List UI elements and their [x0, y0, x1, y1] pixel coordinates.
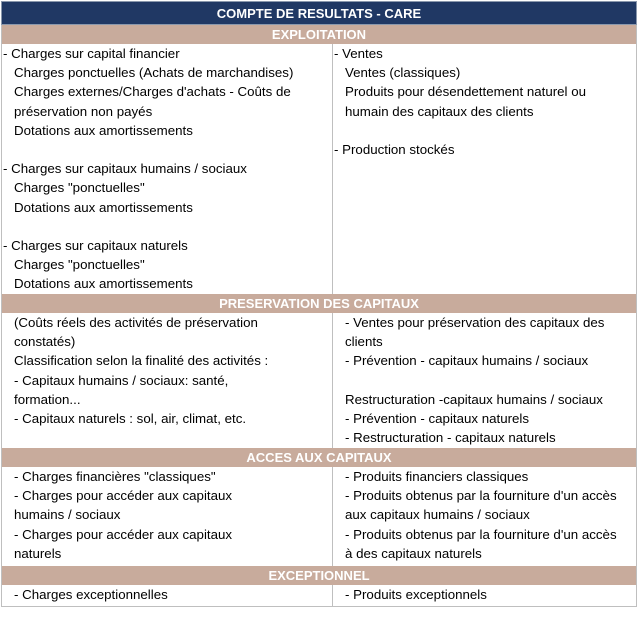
- text-line: Charges ponctuelles (Achats de marchandises): [14, 65, 294, 81]
- text-line: humain des capitaux des clients: [345, 103, 534, 119]
- blank-line: [333, 371, 636, 390]
- text-line: humains / sociaux: [14, 507, 121, 523]
- produits-column: [333, 44, 636, 294]
- table-title: COMPTE DE RESULTATS - CARE: [1, 1, 637, 25]
- text-line: - Ventes pour préservation des capitaux des: [345, 315, 605, 330]
- blank-line: [333, 121, 636, 140]
- section-body-exceptionnel: [1, 585, 637, 607]
- text-line: - Capitaux naturels : sol, air, climat, etc.: [14, 410, 247, 426]
- text-line: Produits pour désendettement naturel ou: [345, 84, 586, 100]
- text-line: à des capitaux naturels: [345, 545, 482, 561]
- section-header-acces: ACCES AUX CAPITAUX: [1, 448, 637, 467]
- charges-column: [2, 44, 333, 294]
- text-line: Dotations aux amortissements: [14, 276, 193, 292]
- text-line: - Prévention - capitaux humains / sociaux: [345, 353, 589, 369]
- text-line: - Capitaux humains / sociaux: santé,: [14, 372, 229, 388]
- text-line: Classification selon la finalité des activités :: [14, 353, 269, 369]
- produits-column: [333, 585, 636, 606]
- text-line: - Charges sur capitaux humains / sociaux: [3, 161, 247, 177]
- text-line: - Ventes: [334, 46, 383, 61]
- text-line: formation...: [14, 391, 81, 407]
- text-line: - Production stockés: [334, 141, 455, 157]
- text-line: aux capitaux humains / sociaux: [345, 507, 530, 523]
- text-line: (Coûts réels des activités de préservation: [14, 315, 258, 330]
- text-line: Ventes (classiques): [345, 65, 461, 81]
- text-line: Charges externes/Charges d'achats - Coûts de: [14, 84, 291, 100]
- text-line: - Prévention - capitaux naturels: [345, 410, 530, 426]
- charges-column: [2, 585, 333, 606]
- charges-column: [2, 313, 333, 448]
- section-body-preservation: [1, 313, 637, 448]
- text-line: Dotations aux amortissements: [14, 199, 193, 215]
- section-body-exploitation: [1, 44, 637, 294]
- text-line: Dotations aux amortissements: [14, 122, 193, 138]
- blank-line: [2, 217, 332, 236]
- blank-line: [2, 140, 332, 159]
- text-line: - Produits obtenus par la fourniture d'un accès: [345, 488, 617, 504]
- text-line: clients: [345, 334, 383, 350]
- text-line: - Charges sur capital financier: [3, 46, 180, 61]
- produits-column: [333, 313, 636, 448]
- text-line: - Produits obtenus par la fourniture d'un accès: [345, 526, 617, 542]
- text-line: Charges "ponctuelles": [14, 257, 145, 273]
- text-line: préservation non payés: [14, 103, 153, 119]
- text-line: - Produits exceptionnels: [345, 587, 487, 602]
- text-line: - Restructuration - capitaux naturels: [345, 430, 556, 446]
- text-line: naturels: [14, 545, 62, 561]
- results-table: [1, 1, 637, 607]
- section-header-exploitation: EXPLOITATION: [1, 25, 637, 44]
- charges-column: [2, 467, 333, 566]
- text-line: - Produits financiers classiques: [345, 469, 529, 484]
- text-line: constatés): [14, 334, 76, 350]
- produits-column: [333, 467, 636, 566]
- section-header-exceptionnel: EXCEPTIONNEL: [1, 566, 637, 585]
- section-body-acces: [1, 467, 637, 566]
- text-line: Charges "ponctuelles": [14, 180, 145, 196]
- text-line: Restructuration -capitaux humains / sociaux: [345, 391, 603, 407]
- text-line: - Charges pour accéder aux capitaux: [14, 526, 233, 542]
- text-line: - Charges financières "classiques": [14, 469, 216, 484]
- text-line: - Charges pour accéder aux capitaux: [14, 488, 233, 504]
- text-line: - Charges exceptionnelles: [14, 587, 168, 602]
- section-header-preservation: PRESERVATION DES CAPITAUX: [1, 294, 637, 313]
- text-line: - Charges sur capitaux naturels: [3, 237, 188, 253]
